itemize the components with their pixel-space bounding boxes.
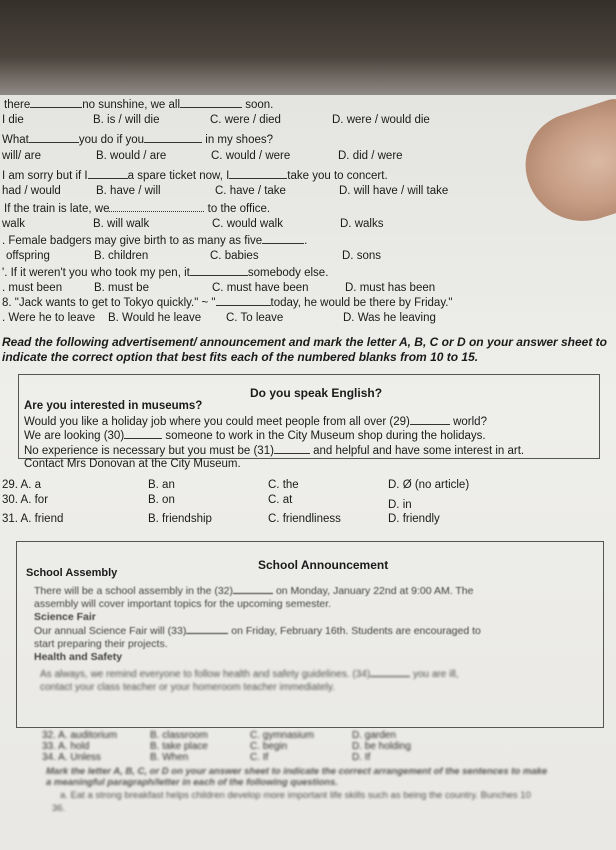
next-instruction-line-1: Mark the letter A, B, C, or D on your answer sheet to indicate the correct arrangement of the sentences to make (46, 766, 548, 777)
option-b: B. friendship (148, 513, 212, 525)
notice-paragraph-2-cont: start preparing their projects. (34, 638, 168, 650)
notice-paragraph-3: As always, we remind everyone to follow health and safety guidelines. (34) you are ill, (40, 669, 459, 680)
option-b: B. is / will die (93, 114, 160, 126)
option-a: 32. A. auditorium (42, 730, 118, 741)
advertisement-line-3: No experience is necessary but you must be (31) and helpful and have some interest in art. (24, 445, 525, 457)
advertisement-title: Do you speak English? (250, 386, 383, 400)
option-a: 30. A. for (2, 494, 49, 506)
option-d: D. in (388, 499, 412, 511)
option-b: B. on (148, 494, 175, 506)
option-d: D. will have / will take (339, 185, 449, 197)
option-d: D. Was he leaving (343, 312, 436, 324)
option-a: . must been (2, 282, 63, 294)
advertisement-heading: Are you interested in museums? (24, 400, 203, 412)
worksheet-page (0, 95, 616, 850)
question-2-stem: What you do if you in my shoes? (2, 134, 274, 146)
option-c: C. gymnasium (250, 730, 314, 741)
option-d: D. were / would die (332, 114, 430, 126)
option-a: 34. A. Unless (42, 752, 101, 763)
instruction-line-1: Read the following advertisement/ announcement and mark the letter A, B, C or D on your answer sheet to (2, 335, 607, 349)
advertisement-line-4: Contact Mrs Donovan at the City Museum. (24, 458, 241, 470)
question-7-stem: 8. "Jack wants to get to Tokyo quickly." ~ " today, he would be there by Friday." (2, 297, 453, 309)
notice-subheading-1: Science Fair (34, 611, 96, 623)
option-c: C. the (268, 479, 299, 491)
next-instruction-line-2: a meaningful paragraph/letter in each of the following questions. (46, 777, 338, 788)
option-a: had / would (2, 185, 61, 197)
notice-left-title: School Assembly (26, 567, 118, 579)
option-b: B. must be (94, 282, 149, 294)
option-b: B. take place (150, 741, 208, 752)
advertisement-line-2: We are looking (30) someone to work in the City Museum shop during the holidays. (24, 430, 486, 442)
option-b: B. classroom (150, 730, 208, 741)
option-d: D. garden (352, 730, 396, 741)
option-b: B. When (150, 752, 189, 763)
option-c: C. would / were (211, 150, 291, 162)
option-c: C. friendliness (268, 513, 341, 525)
advertisement-line-1: Would you like a holiday job where you could meet people from all over (29) world? (24, 416, 487, 428)
option-a: . Were he to leave (2, 312, 96, 324)
option-a: will/ are (2, 150, 41, 162)
notice-paragraph-1: There will be a school assembly in the (32) on Monday, January 22nd at 9:00 AM. The (34, 585, 474, 597)
notice-paragraph-3-cont: contact your class teacher or your homeroom teacher immediately. (40, 682, 335, 693)
option-b: B. will walk (93, 218, 150, 230)
option-c: C. must have been (212, 282, 309, 294)
option-a: 29. A. a (2, 479, 42, 491)
option-c: C. would walk (212, 218, 283, 230)
option-c: C. were / died (210, 114, 281, 126)
option-d: D. be holding (352, 741, 411, 752)
option-d: D. Ø (no article) (388, 479, 470, 491)
question-1-stem: there no sunshine, we all soon. (4, 99, 274, 111)
option-a: 31. A. friend (2, 513, 64, 525)
option-c: C. begin (250, 741, 288, 752)
option-a: I die (2, 114, 24, 126)
option-a: offspring (6, 250, 50, 262)
option-b: B. would / are (96, 150, 167, 162)
question-4-stem: If the train is late, we to the office. (4, 203, 271, 215)
option-c: C. have / take (215, 185, 286, 197)
notice-paragraph-1-cont: assembly will cover important topics for the upcoming semester. (34, 598, 332, 610)
question-3-stem: I am sorry but if I a spare ticket now, I take you to concert. (2, 170, 388, 182)
question-6-stem: '. If it weren't you who took my pen, it somebody else. (2, 267, 329, 279)
option-c: C. To leave (226, 312, 284, 324)
option-c: C. at (268, 494, 293, 506)
option-b: B. Would he leave (108, 312, 202, 324)
option-c: C. babies (210, 250, 259, 262)
option-c: C. If (250, 752, 269, 763)
desk-background (0, 0, 616, 95)
notice-subheading-2: Health and Safety (34, 651, 123, 663)
option-d: D. did / were (338, 150, 403, 162)
option-d: D. walks (340, 218, 384, 230)
notice-title: School Announcement (258, 558, 389, 572)
next-question-sentence: a. Eat a strong breakfast helps children develop more important life skills such as being the country. Bunches 10 (60, 790, 531, 801)
option-d: D. must has been (345, 282, 436, 294)
option-d: D. If (352, 752, 371, 763)
next-question-number: 36. (52, 803, 66, 814)
notice-paragraph-2: Our annual Science Fair will (33) on Friday, February 16th. Students are encouraged to (34, 625, 481, 637)
instruction-line-2: indicate the correct option that best fits each of the numbered blanks from 10 to 15. (2, 350, 479, 364)
option-a: walk (2, 218, 26, 230)
option-d: D. sons (342, 250, 381, 262)
question-5-stem: . Female badgers may give birth to as many as five . (2, 235, 308, 247)
option-b: B. have / will (96, 185, 161, 197)
option-a: 33. A. hold (42, 741, 90, 752)
option-b: B. an (148, 479, 175, 491)
option-b: B. children (94, 250, 149, 262)
option-d: D. friendly (388, 513, 440, 525)
